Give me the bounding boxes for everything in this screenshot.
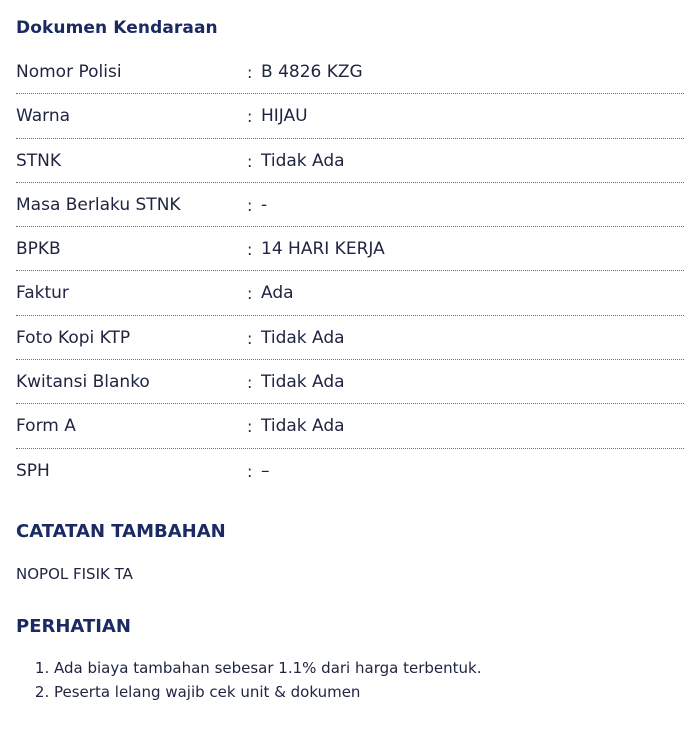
document-table	[16, 50, 684, 493]
document-row	[16, 404, 684, 448]
row-value: Tidak Ada	[261, 150, 345, 171]
document-row	[16, 50, 684, 94]
list-item: 1. Ada biaya tambahan sebesar 1.1% dari harga terbentuk.	[54, 656, 481, 680]
perhatian-list	[16, 656, 481, 704]
row-separator: :	[247, 151, 253, 171]
catatan-title: CATATAN TAMBAHAN	[16, 521, 226, 542]
row-value: Tidak Ada	[261, 416, 345, 437]
section-title: Dokumen Kendaraan	[16, 18, 218, 38]
document-row	[16, 139, 684, 183]
document-row	[16, 227, 684, 271]
row-label: BPKB	[16, 239, 61, 260]
row-separator: :	[247, 328, 253, 348]
row-value: HIJAU	[261, 106, 308, 127]
document-row	[16, 94, 684, 138]
row-value: 14 HARI KERJA	[261, 239, 385, 260]
document-row	[16, 360, 684, 404]
row-separator: :	[247, 240, 253, 260]
document-row	[16, 271, 684, 315]
perhatian-title: PERHATIAN	[16, 616, 131, 637]
row-value: B 4826 KZG	[261, 62, 363, 82]
list-item: 2. Peserta lelang wajib cek unit & dokumen	[54, 680, 481, 704]
row-label: Warna	[16, 106, 71, 127]
row-separator: :	[247, 284, 253, 304]
row-label: STNK	[16, 150, 62, 171]
catatan-text: NOPOL FISIK TA	[16, 565, 133, 583]
row-value: –	[261, 460, 270, 481]
row-label: Foto Kopi KTP	[16, 327, 131, 348]
row-value: -	[261, 194, 268, 215]
row-value: Ada	[261, 283, 294, 304]
row-value: Tidak Ada	[261, 327, 345, 348]
row-separator: :	[247, 107, 253, 127]
row-label: Nomor Polisi	[16, 62, 122, 82]
row-label: Masa Berlaku STNK	[16, 194, 181, 215]
row-label: Faktur	[16, 283, 69, 304]
row-label: Form A	[16, 416, 76, 437]
document-row	[16, 449, 684, 493]
row-value: Tidak Ada	[261, 372, 345, 393]
row-separator: :	[247, 417, 253, 437]
row-label: SPH	[16, 460, 50, 481]
row-separator: :	[247, 63, 253, 82]
row-separator: :	[247, 195, 253, 215]
document-row	[16, 183, 684, 227]
row-separator: :	[247, 461, 253, 481]
document-row	[16, 316, 684, 360]
row-label: Kwitansi Blanko	[16, 372, 150, 393]
row-separator: :	[247, 373, 253, 393]
